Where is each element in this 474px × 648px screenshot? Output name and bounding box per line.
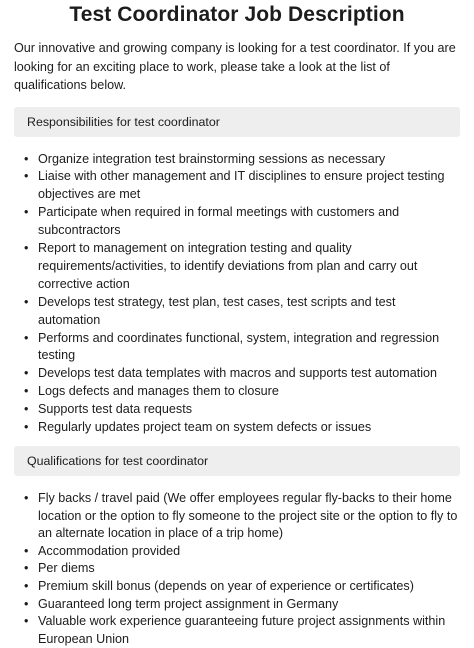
bullet-icon: • — [24, 169, 29, 184]
responsibilities-header: Responsibilities for test coordinator — [14, 107, 460, 137]
bullet-icon: • — [24, 596, 29, 611]
list-item-text: Supports test data requests — [38, 402, 193, 417]
list-item — [24, 596, 460, 614]
list-item-text: Logs defects and manages them to closure — [38, 384, 279, 399]
list-item — [24, 240, 460, 294]
qualifications-header: Qualifications for test coordinator — [14, 446, 460, 476]
list-item — [24, 294, 460, 330]
bullet-icon: • — [24, 151, 29, 166]
bullet-icon: • — [24, 366, 29, 381]
list-item-text: Accommodation provided — [38, 543, 181, 558]
list-item-text: Guaranteed long term project assignment in Germany — [38, 596, 339, 611]
list-item — [24, 365, 460, 383]
list-item-text: Valuable work experience guaranteeing future project assignments within European Union — [38, 614, 446, 646]
list-item-text: Fly backs / travel paid (We offer employees regular fly-backs to their home location or the option to fly someone to the project site or the option to fly to an alternate location in place of a trip home) — [38, 491, 458, 541]
bullet-icon: • — [24, 402, 29, 417]
list-item-text: Develops test data templates with macros and supports test automation — [38, 366, 438, 381]
list-item — [24, 151, 460, 169]
bullet-icon: • — [24, 614, 29, 629]
list-item — [24, 560, 460, 578]
list-item-text: Organize integration test brainstorming sessions as necessary — [38, 151, 386, 166]
list-item-text: Liaise with other management and IT disciplines to ensure project testing objectives are met — [38, 169, 445, 202]
list-item-text: Report to management on integration testing and quality requirements/activities, to identify deviations from plan and carry out corrective action — [38, 241, 418, 291]
list-item-text: Regularly updates project team on system defects or issues — [38, 420, 372, 435]
bullet-icon: • — [24, 491, 29, 505]
qualifications-list — [14, 490, 460, 648]
page-title: Test Coordinator Job Description — [69, 3, 405, 26]
bullet-icon: • — [24, 241, 29, 256]
list-item — [24, 419, 460, 437]
bullet-icon: • — [24, 294, 29, 309]
responsibilities-list — [14, 151, 460, 438]
list-item — [24, 613, 460, 648]
list-item — [24, 578, 460, 596]
list-item — [24, 168, 460, 204]
bullet-icon: • — [24, 578, 29, 593]
list-item-text: Premium skill bonus (depends on year of experience or certificates) — [38, 578, 414, 593]
list-item — [24, 490, 460, 543]
list-item-text: Participate when required in formal meetings with customers and subcontractors — [38, 205, 400, 238]
list-item — [24, 383, 460, 401]
bullet-icon: • — [24, 384, 29, 399]
list-item — [24, 543, 460, 561]
list-item-text: Develops test strategy, test plan, test cases, test scripts and test automation — [38, 294, 396, 327]
list-item — [24, 204, 460, 240]
list-item-text: Performs and coordinates functional, system, integration and regression testing — [38, 330, 440, 363]
bullet-icon: • — [24, 205, 29, 220]
intro-paragraph: Our innovative and growing company is looking for a test coordinator. If you are looking for an exciting place to work, please take a look at the list of qualifications below. — [14, 41, 456, 92]
list-item — [24, 330, 460, 366]
bullet-icon: • — [24, 543, 29, 558]
bullet-icon: • — [24, 561, 29, 576]
list-item-text: Per diems — [38, 561, 95, 576]
bullet-icon: • — [24, 330, 29, 345]
list-item — [24, 401, 460, 419]
bullet-icon: • — [24, 420, 29, 435]
